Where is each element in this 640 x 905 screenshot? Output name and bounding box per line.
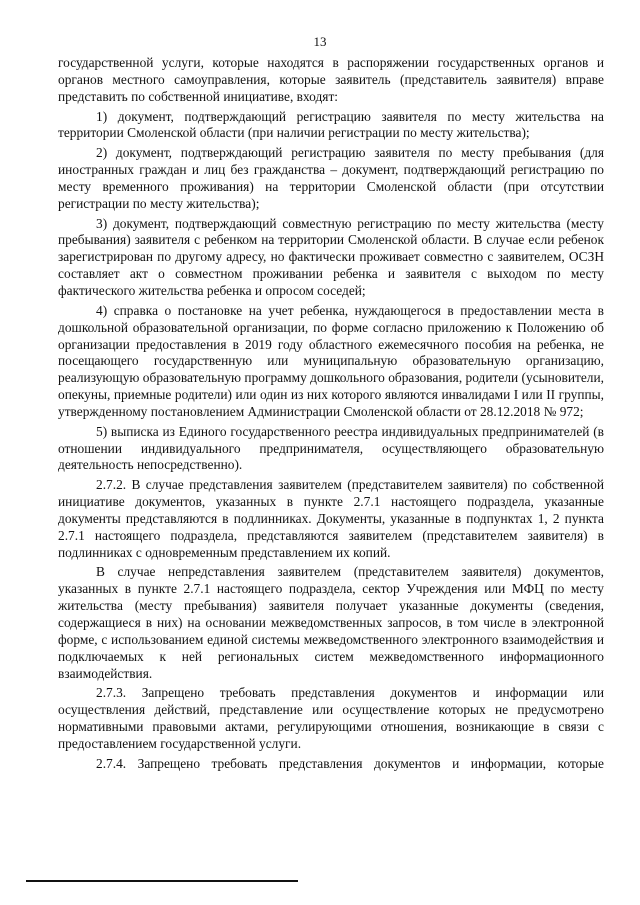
clause-2-7-2: 2.7.2. В случае представления заявителем (представителем заявителя) по собственной инициативе документов, указанных в пункте 2.7.1 настоящего подраздела, указанные документы представляются в подлинниках. Документы, указанные в подпунктах 1, 2 пункта 2.7.1 настоящего подраздела, представляются заявителем (представителем заявителя) в подлинниках с одновременным представлением их копий. bbox=[58, 477, 604, 560]
clause-2-7-2-continuation: В случае непредставления заявителем (представителем заявителя) документов, указанных в пункте 2.7.1 настоящего подраздела, сектор Учреждения или МФЦ по месту жительства (месту пребывания) заявителя получает указанные документы (сведения, содержащиеся в них) на основании межведомственных запросов, в том числе в электронной форме, с использованием единой системы межведомственного электронного взаимодействия и подключаемых к ней региональных систем межведомственного информационного взаимодействия. bbox=[58, 564, 604, 681]
intro-paragraph: государственной услуги, которые находятся в распоряжении государственных органов и органов местного самоуправления, которые заявитель (представитель заявителя) вправе представить по собственной инициативе, входят: bbox=[58, 55, 604, 104]
list-item-4: 4) справка о постановке на учет ребенка, нуждающегося в предоставлении места в дошкольной образовательной организации, по форме согласно приложению к Положению об организации предоставления в 2019 году областного ежемесячного пособия на ребенка, не посещающего государственную или муниципальную образовательную организацию, реализующую образовательную программу дошкольного образования, родители (усыновители, опекуны, приемные родители) или один из них которого являются инвалидами I или II группы, утвержденному постановлением Администрации Смоленской области от 28.12.2018 № 972; bbox=[58, 302, 604, 419]
footer-divider bbox=[26, 880, 298, 882]
list-item-1: 1) документ, подтверждающий регистрацию заявителя по месту жительства на территории Смоленской области (при наличии регистрации по месту жительства); bbox=[58, 108, 604, 141]
document-body bbox=[58, 55, 604, 773]
list-item-2: 2) документ, подтверждающий регистрацию заявителя по месту пребывания (для иностранных граждан и лиц без гражданства – документ, подтверждающий регистрацию по месту временного проживания) на территории Смоленской области (при отсутствии регистрации по месту жительства); bbox=[58, 145, 604, 211]
list-item-5: 5) выписка из Единого государственного реестра индивидуальных предпринимателей (в отношении индивидуального предпринимателя, осуществляющего образовательную деятельность непосредственно). bbox=[58, 423, 604, 473]
clause-2-7-3: 2.7.3. Запрещено требовать представления документов и информации или осуществления действий, представление или осуществление которых не предусмотрено нормативными правовыми актами, регулирующими отношения, возникающие в связи с предоставлением государственной услуги. bbox=[58, 685, 604, 751]
clause-2-7-4: 2.7.4. Запрещено требовать представления документов и информации, которые bbox=[96, 755, 604, 771]
list-item-3: 3) документ, подтверждающий совместную регистрацию по месту жительства (месту пребывания) заявителя с ребенком на территории Смоленской области. В случае если ребенок зарегистрирован по другому адресу, но фактически проживает совместно с заявителем, ОСЗН составляет акт о совместном проживании ребенка и заявителя с выходом по месту фактического жительства ребенка и опросом соседей; bbox=[58, 215, 604, 298]
page-number: 13 bbox=[313, 34, 327, 49]
